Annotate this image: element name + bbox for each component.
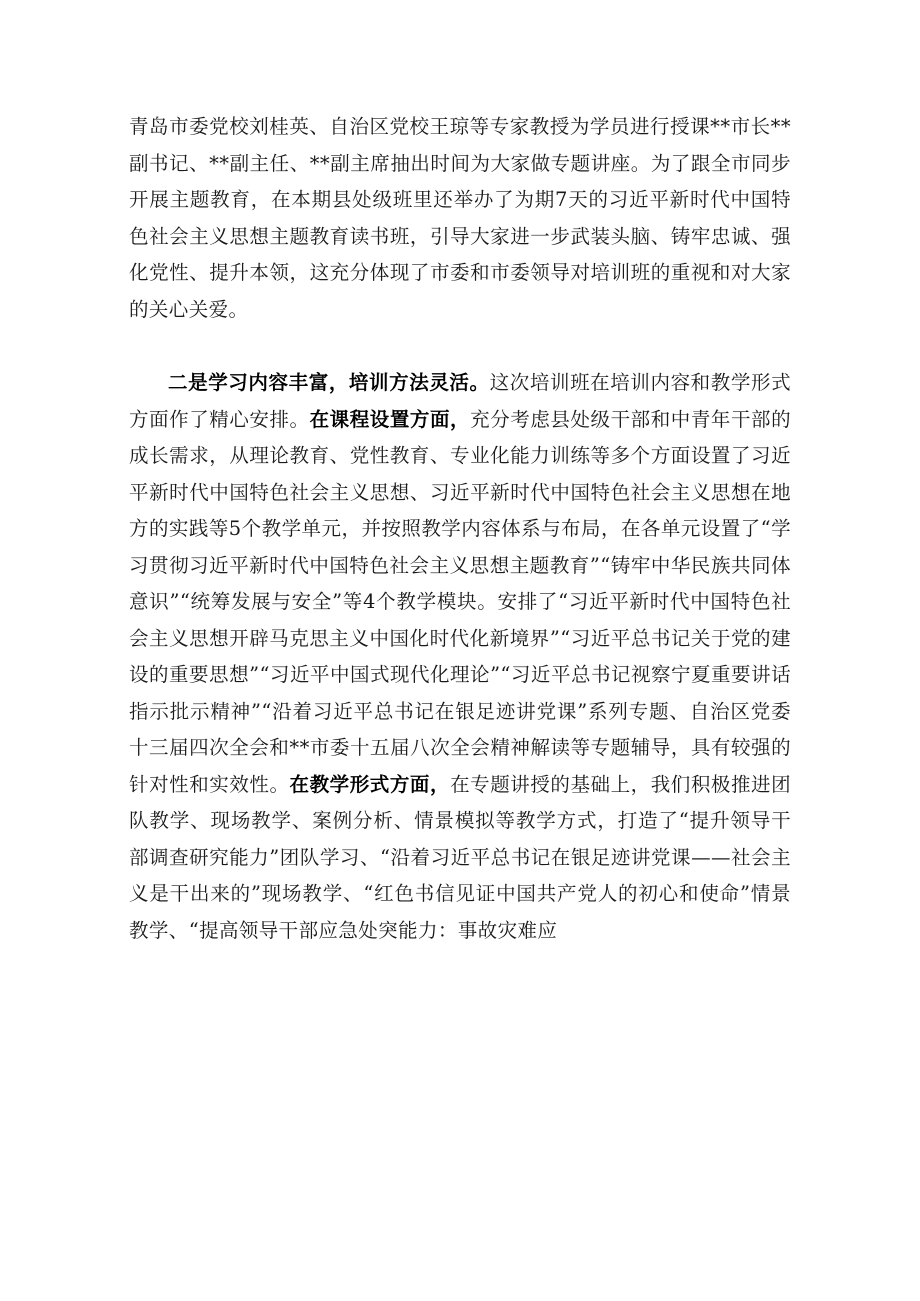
subheading-teaching-form: 在教学形式方面， bbox=[289, 772, 451, 796]
paragraph-text: 在专题讲授的基础上，我们积极推进团队教学、现场教学、案例分析、情景模拟等教学方式，打造了“提升领导干部调查研究能力”团队学习、“沿着习近平总书记在银足迹讲党课——社会主义是干出来的”现场教学、“红色书信见证中国共产党人的初心和使命”情景教学、“提高领导干部应急处突能力：事故灾难应 bbox=[129, 772, 792, 942]
section-heading: 二是学习内容丰富，培训方法灵活。 bbox=[168, 371, 490, 394]
subheading-curriculum: 在课程设置方面， bbox=[309, 407, 471, 431]
paragraph-section-two bbox=[129, 365, 791, 949]
paragraph-text: 充分考虑县处级干部和中青年干部的成长需求，从理论教育、党性教育、专业化能力训练等多个方面设置了习近平新时代中国特色社会主义思想、习近平新时代中国特色社会主义思想在地方的实践等5个教学单元，并按照教学内容体系与布局，在各单元设置了“学习贯彻习近平新时代中国特色社会主义思想主题教育”“铸牢中华民族共同体意识”“统筹发展与安全”等4个教学模块。安排了“习近平新时代中国特色社会主义思想开辟马克思主义中国化时代化新境界”“习近平总书记关于党的建设的重要思想”“习近平中国式现代化理论”“习近平总书记视察宁夏重要讲话指示批示精神”“沿着习近平总书记在银足迹讲党课”系列专题、自治区党委十三届四次全会和**市委十五届八次全会精神解读等专题辅导，具有较强的针对性和实效性。 bbox=[129, 407, 792, 796]
document-body bbox=[129, 109, 791, 949]
paragraph-text: 这次培训班在培训内容和教学形式方面作了精心安排。 bbox=[129, 371, 791, 431]
paragraph-continued bbox=[129, 109, 791, 328]
paragraph-text: 青岛市委党校刘桂英、自治区党校王琼等专家教授为学员进行授课**市长**副书记、**副主任、**副主席抽出时间为大家做专题讲座。为了跟全市同步开展主题教育，在本期县处级班里还举办了为期7天的习近平新时代中国特色社会主义思想主题教育读书班，引导大家进一步武装头脑、铸牢忠诚、强化党性、提升本领，这充分体现了市委和市委领导对培训班的重视和对大家的关心关爱。 bbox=[129, 115, 791, 321]
